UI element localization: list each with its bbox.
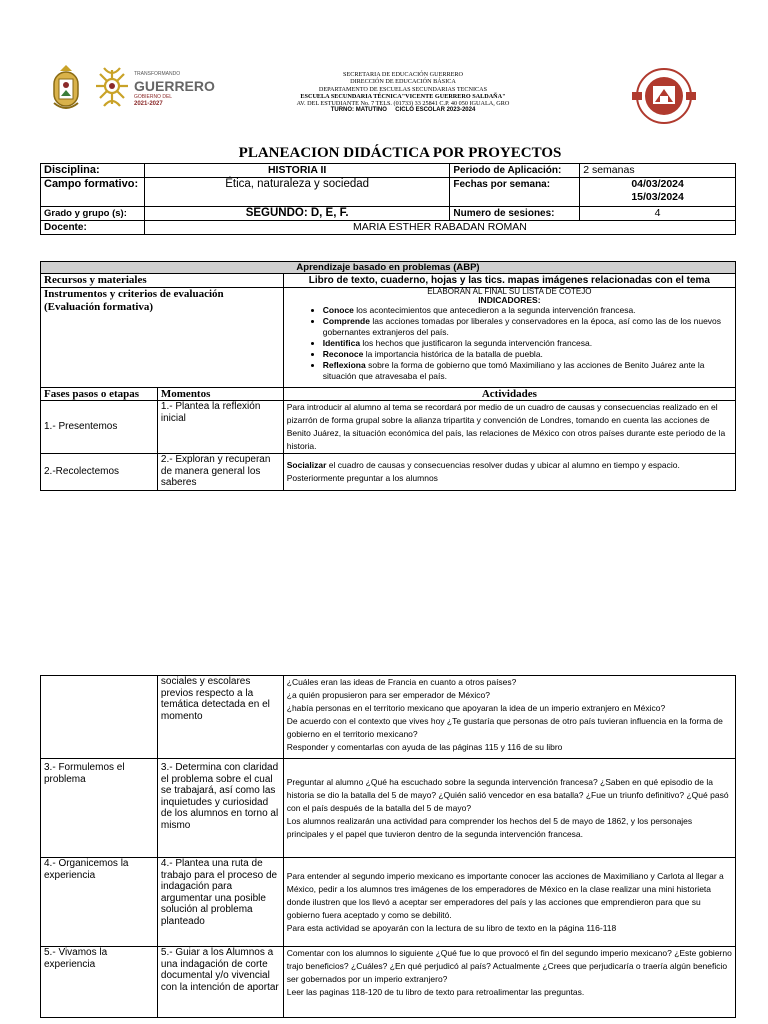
periodo-value: 2 semanas xyxy=(580,164,736,178)
svg-text:GUERRERO: GUERRERO xyxy=(134,78,215,94)
indicador-verb: Identifica xyxy=(322,338,361,348)
indicadores-heading: INDICADORES: xyxy=(478,295,541,305)
indicador-item xyxy=(323,338,732,349)
school-name: ESCUELA SECUNDARIA TÉCNICA"VICENTE GUERRERO SALDAÑA" xyxy=(300,92,506,100)
indicador-verb: Reflexiona xyxy=(322,360,366,370)
actividad-cell: Preguntar al alumno ¿Qué ha escuchado sobre la segunda intervención francesa? ¿Saben en qué episodio de la historia se dio la batalla del 5 de mayo? ¿Quién salió vencedor en esa batalla? ¿Fue un triunfo definitivo? ¿Qué pasó con el país después de la batalla del 5 de mayo? Los alumnos realizarán una actividad para comprender los hechos del 5 de mayo de 1862, y los personajes principales y el papel que tuvieron dentro de la segunda intervención francesa. xyxy=(283,759,735,858)
table-row xyxy=(41,676,736,759)
fecha-fin: 15/03/2024 xyxy=(631,191,684,203)
ciclo: CICLO ESCOLAR 2023-2024 xyxy=(395,107,476,114)
grado-value: SEGUNDO: D, E, F. xyxy=(144,207,449,221)
periodo-label: Periodo de Aplicación: xyxy=(450,164,580,178)
fechas-value xyxy=(580,178,736,207)
fechas-label: Fechas por semana: xyxy=(450,178,580,207)
indicador-text: sobre la forma de gobierno que tomó Maximiliano y las acciones de Benito Juárez ante la situación que atravesaba el país. xyxy=(322,360,705,381)
momento-cell: 5.- Guiar a los Alumnos a una indagación de corte documental y/o vivencial con la intención de aportar xyxy=(157,947,283,1018)
docente-label: Docente: xyxy=(41,221,145,235)
school-seal-icon xyxy=(624,66,704,126)
table-row xyxy=(41,454,736,491)
campo-value: Ética, naturaleza y sociedad xyxy=(144,178,449,207)
indicador-verb: Reconoce xyxy=(322,349,364,359)
grado-label: Grado y grupo (s): xyxy=(41,207,145,221)
table-row xyxy=(41,401,736,454)
momento-cell: 2.- Exploran y recuperan de manera general los saberes xyxy=(157,454,283,491)
indicador-text: los acontecimientos que antecedieron a la segunda intervención francesa. xyxy=(353,305,636,315)
indicador-item xyxy=(323,349,732,360)
actividad-cell: Comentar con los alumnos lo siguiente ¿Qué fue lo que provocó el fin del segundo imperio mexicano? ¿Este gobierno trajo beneficios? ¿Cuáles? ¿En qué perjudicó al país? Actualmente ¿Crees que perjudicaría o traería algún beneficio ser gobernados por un imperio extranjero? Leer las paginas 118-120 de tu libro de texto para retroalimentar las preguntas. xyxy=(283,947,735,1018)
actividad-bold: Socializar xyxy=(286,460,327,470)
state-seal-icon xyxy=(48,63,84,113)
page-title: PLANEACION DIDÁCTICA POR PROYECTOS xyxy=(238,145,562,161)
instrumentos-label: Instrumentos y criterios de evaluación (Evaluación formativa) xyxy=(41,288,284,388)
guerrero-government-logo xyxy=(90,64,215,110)
fase-cell: 1.- Presentemos xyxy=(41,401,158,454)
fase-cell: 5.- Vivamos la experiencia xyxy=(41,947,158,1018)
fase-cell: 2.-Recolectemos xyxy=(41,454,158,491)
col-fases-header: Fases pasos o etapas xyxy=(41,388,158,401)
fecha-inicio: 04/03/2024 xyxy=(631,178,684,190)
momento-cell: 4.- Plantea una ruta de trabajo para el proceso de indagación para argumentar una posible solución al problema planteado xyxy=(157,858,283,947)
indicador-item xyxy=(323,305,732,316)
header-line: DIRECCIÓN DE EDUCACIÓN BÁSICA xyxy=(350,78,456,86)
fase-cell: 4.- Organicemos la experiencia xyxy=(41,858,158,947)
turno: TURNO: MATUTINO xyxy=(330,107,387,114)
institution-header-text xyxy=(290,71,516,115)
table-row xyxy=(41,947,736,1018)
fase-cell: 3.- Formulemos el problema xyxy=(41,759,158,858)
elaboran-note: ELABORAN AL FINAL SU LISTA DE COTEJO xyxy=(427,287,592,296)
table-row xyxy=(41,858,736,947)
document-header xyxy=(0,58,768,128)
recursos-label: Recursos y materiales xyxy=(41,274,284,288)
sesiones-value: 4 xyxy=(580,207,736,221)
momento-cell: sociales y escolares previos respecto a la temática detectada en el momento xyxy=(157,676,283,759)
indicadores-cell xyxy=(283,288,735,388)
svg-text:GOBIERNO DEL: GOBIERNO DEL xyxy=(134,94,173,100)
actividad-text: el cuadro de causas y consecuencias resolver dudas y ubicar al alumno en tiempo y espacio. Posteriormente preguntar a los alumnos xyxy=(286,460,680,483)
col-momentos-header: Momentos xyxy=(157,388,283,401)
momento-cell: 3.- Determina con claridad el problema sobre el cual se trabajará, así como las inquietudes y curiosidad de los alumnos en torno al mismo xyxy=(157,759,283,858)
plan-table xyxy=(40,261,736,491)
indicador-item xyxy=(323,316,732,338)
actividad-cell: Para entender al segundo imperio mexicano es importante conocer las acciones de Maximiliano y Carlota al llegar a México, pedir a los alumnos tres imágenes de los emperadores de México en la clase realizar una mini historieta donde ilustren que los llevó a aceptar ser emperadores del país y las acciones que emprendieron para que su gobierno fuera aceptado y como se debilitó. Para esta actividad se apoyarán con la lectura de su libro de texto en la página 116-118 xyxy=(283,858,735,947)
indicadores-list xyxy=(287,305,732,382)
table-row xyxy=(41,759,736,858)
info-table xyxy=(40,163,736,235)
indicador-text: los hechos que justificaron la segunda intervención francesa. xyxy=(360,338,593,348)
shift-and-cycle xyxy=(290,107,516,114)
disciplina-value: HISTORIA II xyxy=(144,164,449,178)
actividad-cell xyxy=(283,454,735,491)
sesiones-label: Numero de sesiones: xyxy=(450,207,580,221)
indicador-text: las acciones tomadas por liberales y conservadores en la época, así como las de los nuevos gobernantes extranjeros del país. xyxy=(322,316,722,337)
docente-value: MARIA ESTHER RABADAN ROMAN xyxy=(144,221,735,235)
svg-text:TRANSFORMANDO: TRANSFORMANDO xyxy=(134,71,181,77)
indicador-text: la importancia histórica de la batalla de puebla. xyxy=(363,349,543,359)
actividad-cell: Para introducir al alumno al tema se recordará por medio de un cuadro de causas y consecuencias realizado en el pizarrón de forma grupal sobre la alianza tripartita y convención de Londres, tomando en cuenta las acciones de Benito Juárez, la situación económica del país, las relaciones de México con otros países durante este periodo de la historia. xyxy=(283,401,735,454)
header-line: SECRETARIA DE EDUCACIÓN GUERRERO xyxy=(343,71,463,78)
momento-cell: 1.- Plantea la reflexión inicial xyxy=(157,401,283,454)
indicador-verb: Comprende xyxy=(322,316,370,326)
header-line: DEPARTAMENTO DE ESCUELAS SECUNDARIAS TECNICAS xyxy=(318,85,488,93)
col-actividades-header: Actividades xyxy=(283,388,735,401)
disciplina-label: Disciplina: xyxy=(41,164,145,178)
svg-text:2021-2027: 2021-2027 xyxy=(134,101,163,107)
recursos-value: Libro de texto, cuaderno, hojas y las tics. mapas imágenes relacionadas con el tema xyxy=(283,274,735,288)
school-address: AV. DEL ESTUDIANTE No. 7 TELS. (01733) 33 25841 C.P. 40 050 IGUALA, GRO xyxy=(296,100,510,108)
continuation-table xyxy=(40,675,736,1018)
approach-header: Aprendizaje basado en problemas (ABP) xyxy=(41,262,736,274)
fase-cell xyxy=(41,676,158,759)
campo-label: Campo formativo: xyxy=(41,178,145,207)
indicador-verb: Conoce xyxy=(322,305,354,315)
actividad-cell: ¿Cuáles eran las ideas de Francia en cuanto a otros países? ¿a quién propusieron para ser emperador de México? ¿había personas en el territorio mexicano que apoyaran la idea de un imperio extranjero en México? De acuerdo con el contexto que vives hoy ¿Te gustaría que personas de otro país tuvieran influencia en la forma de gobierno en el territorio mexicano? Responder y comentarlas con ayuda de las páginas 115 y 116 de su libro xyxy=(283,676,735,759)
indicador-item xyxy=(323,360,732,382)
